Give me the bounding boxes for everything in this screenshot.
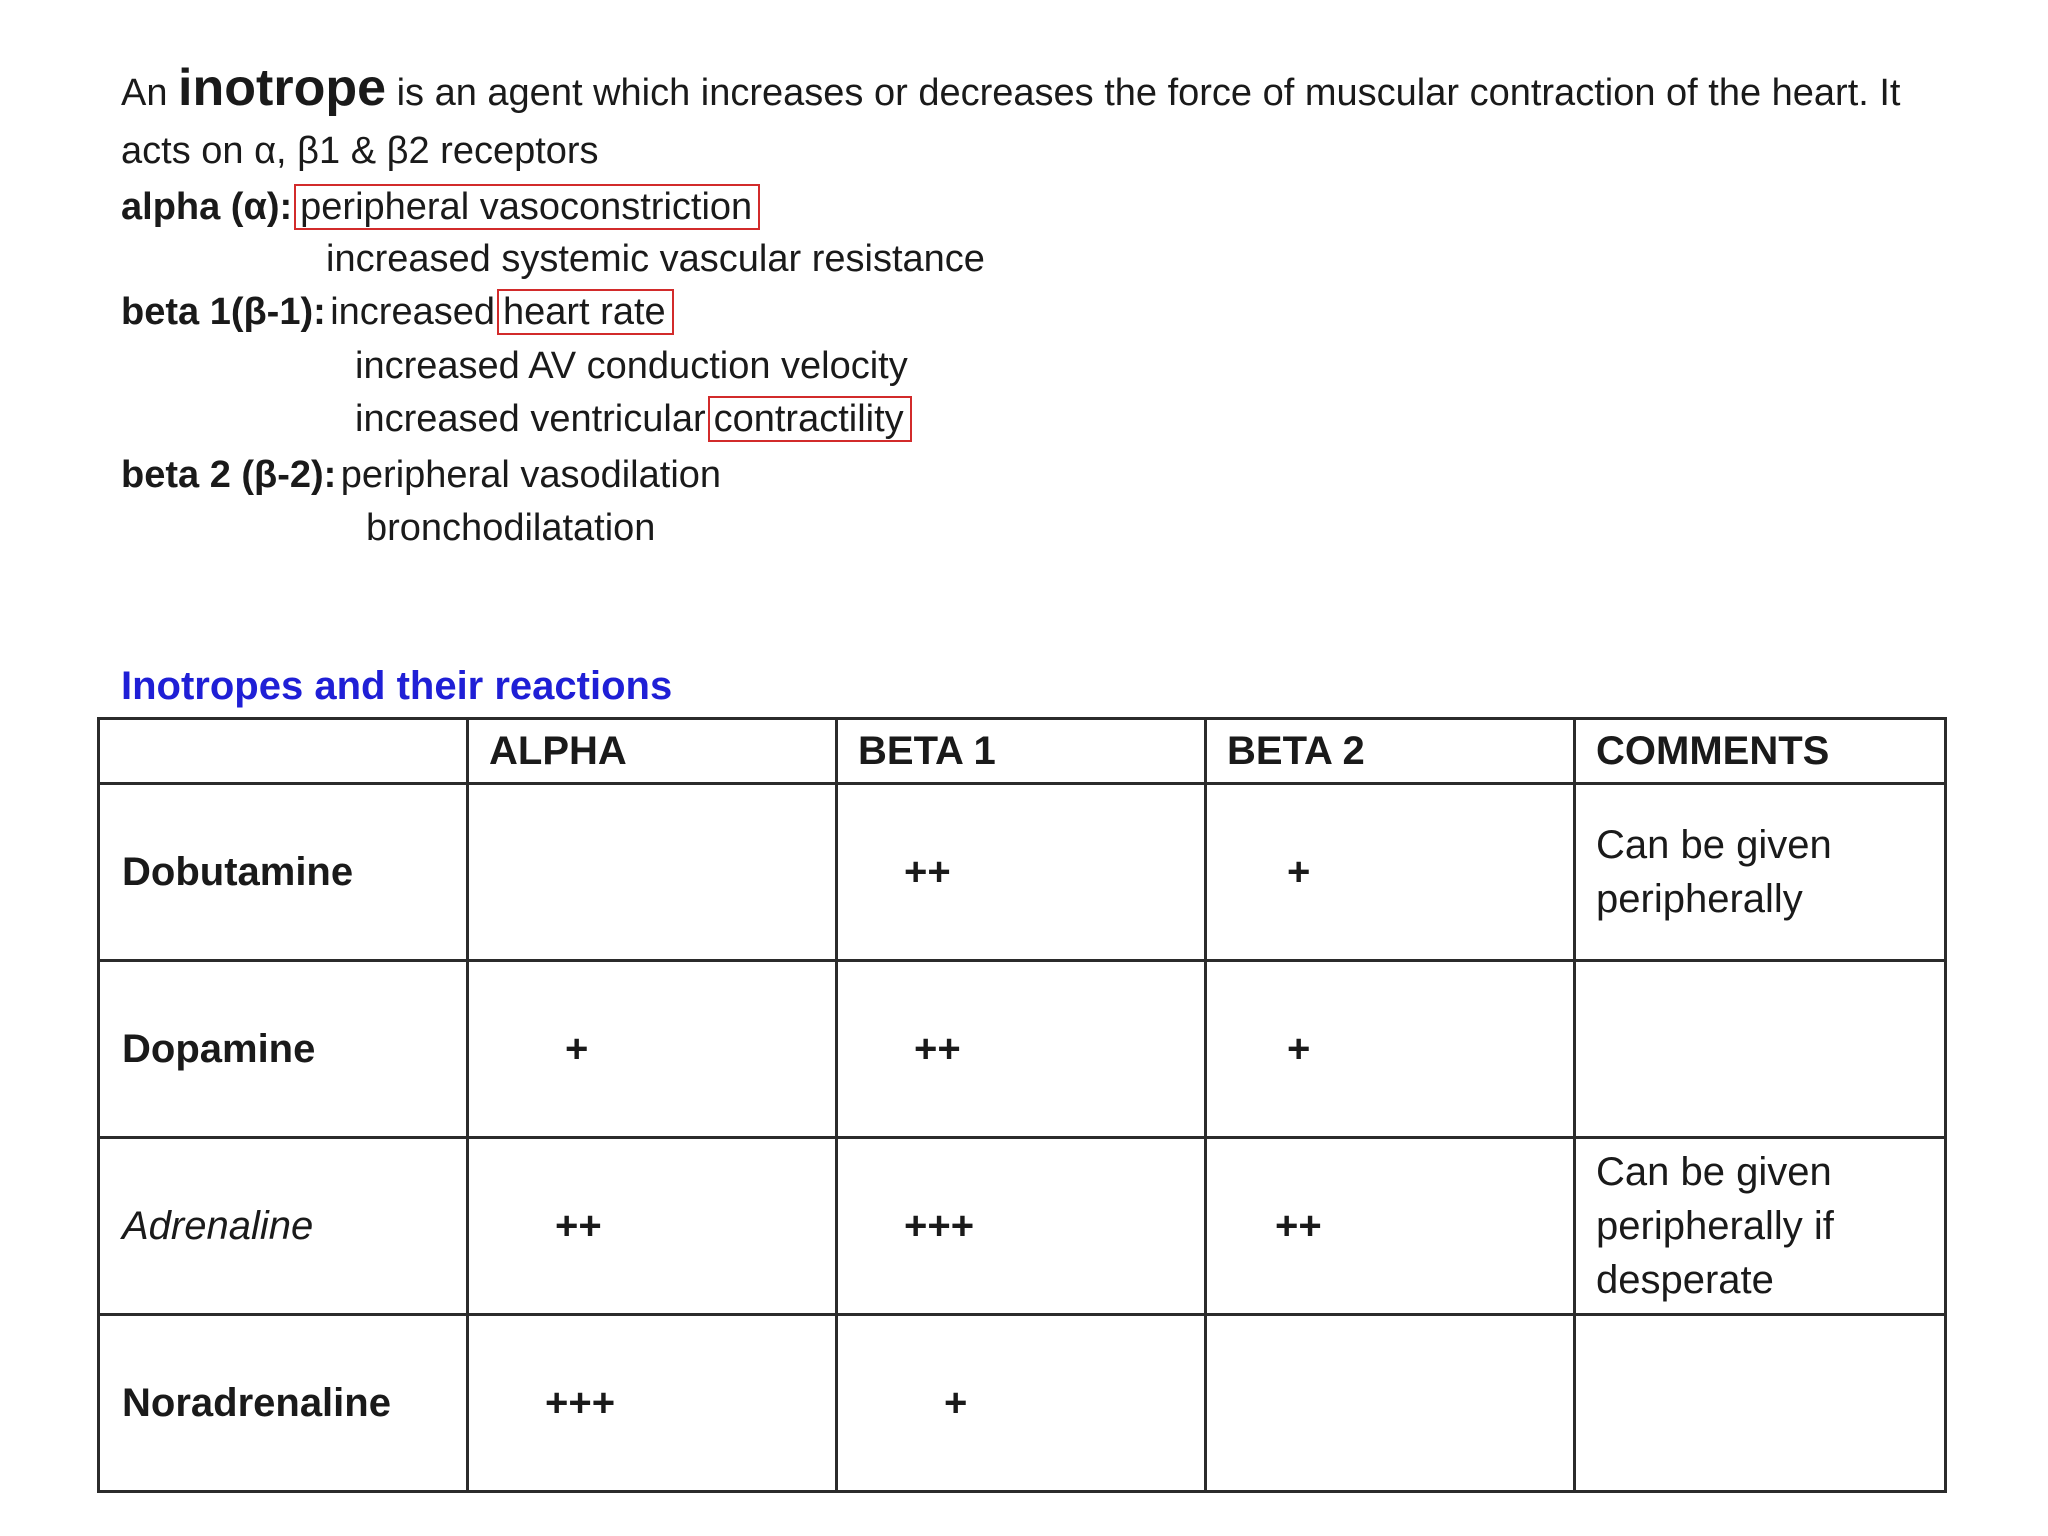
alpha-cell [468,784,837,961]
beta2-cell: + [1206,961,1575,1138]
alpha-row [121,186,760,229]
alpha-effect-boxed: peripheral vasoconstriction [294,184,760,230]
beta1-row [121,291,674,334]
table-header-row [99,719,1946,784]
header-alpha: ALPHA [468,719,837,784]
table-title: Inotropes and their reactions [121,664,673,708]
alpha-effect-2: increased systemic vascular resistance [326,238,985,280]
beta2-label: beta 2 (β-2): [121,454,337,496]
table-row [99,1315,1946,1492]
intro-line-2: acts on α, β1 & β2 receptors [121,130,599,172]
table-row [99,961,1946,1138]
beta1-line-3 [355,398,912,441]
alpha-cell: + [468,961,837,1138]
beta1-boxed: heart rate [497,289,674,335]
header-comments: COMMENTS [1575,719,1946,784]
header-empty [99,719,468,784]
header-beta2: BETA 2 [1206,719,1575,784]
beta2-cell [1206,1315,1575,1492]
beta1-cell: ++ [837,961,1206,1138]
alpha-cell: +++ [468,1315,837,1492]
drug-name: Dopamine [99,961,468,1138]
comment-cell [1575,961,1946,1138]
drug-name: Noradrenaline [99,1315,468,1492]
comment-cell: Can be given peripherally [1575,784,1946,961]
inotropes-table [97,717,1947,1493]
beta2-cell: + [1206,784,1575,961]
intro-line-1 [121,58,1901,118]
header-beta1: BETA 1 [837,719,1206,784]
table-row [99,1138,1946,1315]
intro-rest: is an agent which increases or decreases the force of muscular contraction of the heart. It [396,72,1901,114]
comment-cell: Can be given peripherally if desperate [1575,1138,1946,1315]
beta1-line3-prefix: increased ventricular [355,398,706,440]
alpha-cell: ++ [468,1138,837,1315]
beta1-prefix: increased [330,291,495,333]
beta1-cell: + [837,1315,1206,1492]
drug-name: Adrenaline [99,1138,468,1315]
beta2-effect-2: bronchodilatation [366,507,656,549]
beta2-effect-1: peripheral vasodilation [340,454,722,496]
drug-name: Dobutamine [99,784,468,961]
beta1-line3-boxed: contractility [708,396,912,442]
intro-term: inotrope [178,59,387,117]
beta1-cell: ++ [837,784,1206,961]
intro-prefix: An [121,72,168,114]
beta1-cell: +++ [837,1138,1206,1315]
alpha-label: alpha (α): [121,186,293,228]
beta1-label: beta 1(β-1): [121,291,326,333]
table-row [99,784,1946,961]
beta2-row [121,454,721,497]
beta1-line-2: increased AV conduction velocity [355,345,908,387]
comment-cell [1575,1315,1946,1492]
beta2-cell: ++ [1206,1138,1575,1315]
